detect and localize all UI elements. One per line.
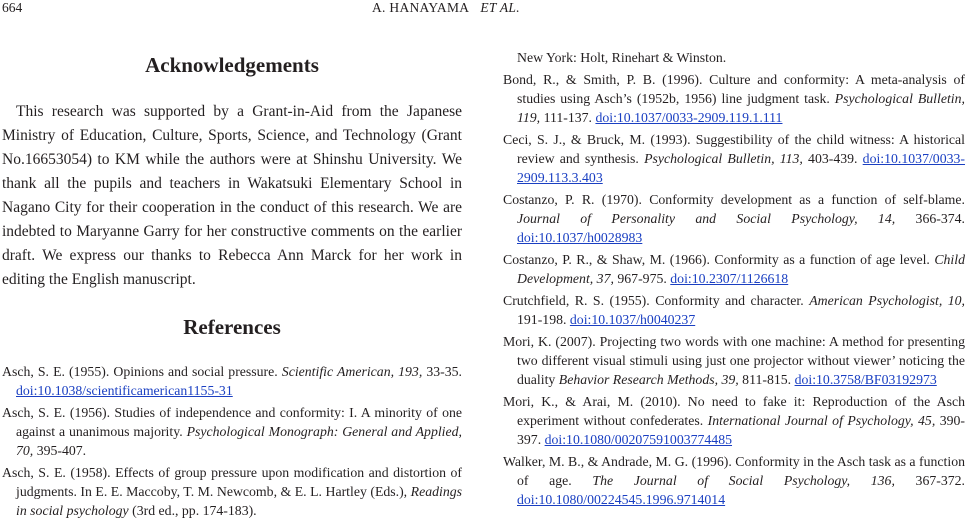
reference-entry [503, 392, 965, 449]
page-header [0, 0, 968, 18]
reference-pages: 967-975. [613, 271, 671, 286]
doi-link[interactable]: doi:10.1080/00224545.1996.9714014 [517, 492, 726, 507]
reference-entry [503, 70, 965, 127]
reference-entry [2, 403, 462, 460]
reference-pages: 395-407. [33, 443, 87, 458]
reference-source: Psychological Monograph: General and Applied, 70, [16, 424, 462, 458]
doi-link[interactable]: doi:10.1037/0033-2909.119.1.111 [595, 110, 783, 125]
reference-text: Mori, K. (2007). Projecting two words with one machine: A method for presenting two different visual stimuli using just one projector without viewer’ noticing the duality [503, 334, 965, 387]
reference-list-right [503, 70, 965, 509]
doi-link[interactable]: doi:10.1038/scientificamerican1155-31 [16, 383, 233, 398]
doi-link[interactable]: doi:10.1037/h0040237 [569, 312, 696, 327]
reference-entry [503, 190, 965, 247]
reference-text: Asch, S. E. (1958). Effects of group pressure upon modification and distortion of judgments. In E. E. Maccoby, T. M. Newcomb, & E. L. Hartley (Eds.), [2, 465, 462, 499]
reference-source: American Psychologist, 10, [809, 293, 965, 308]
reference-text: Ceci, S. J., & Bruck, M. (1993). Suggestibility of the child witness: A historical review and synthesis. [503, 132, 965, 166]
reference-pages: 403-439. [802, 151, 863, 166]
reference-source: Child Development, 37, [517, 252, 965, 286]
running-head-etal: ET AL. [480, 0, 520, 15]
reference-pages: 367-372. [894, 473, 965, 488]
doi-link[interactable]: doi:10.3758/BF03192973 [794, 372, 937, 387]
reference-entry [2, 362, 462, 400]
reference-pages: 811-815. [738, 372, 795, 387]
references-heading: References [183, 315, 281, 339]
reference-list-left [2, 362, 462, 523]
acknowledgements-body: This research was supported by a Grant-in-Aid from the Japanese Ministry of Education, Culture, Sports, Science, and Technology (Grant No.16653054) to KM while the authors were at Shinshu University. We thank all the pupils and teachers in Wakatsuki Elementary School in Nagano City for their cooperation in the conduct of this research. We are indebted to Maryanne Garry for her constructive comments on the earlier draft. We express our thanks to Rebecca Ann Marck for her work in editing the English manuscript. [2, 103, 462, 288]
reference-source: Journal of Personality and Social Psychology, 14, [517, 211, 896, 226]
running-head-authors: A. HANAYAMA [372, 0, 470, 15]
reference-pages: 390-397. [517, 413, 965, 447]
reference-text: Bond, R., & Smith, P. B. (1996). Culture and conformity: A meta-analysis of studies using Asch’s (1952b, 1956) line judgment task. [503, 72, 965, 106]
doi-link[interactable]: doi:10.1080/00207591003774485 [544, 432, 733, 447]
doi-link[interactable]: doi:10.2307/1126618 [670, 271, 789, 286]
reference-source: Psychological Bulletin, 119, [517, 91, 965, 125]
reference-text: Costanzo, P. R. (1970). Conformity development as a function of self-blame. [503, 192, 965, 207]
reference-source: Psychological Bulletin, 113, [644, 151, 803, 166]
reference-entry [2, 463, 462, 520]
reference-source: International Journal of Psychology, 45, [707, 413, 936, 428]
right-column [503, 48, 965, 512]
reference-text: Asch, S. E. (1955). Opinions and social pressure. [2, 364, 282, 379]
acknowledgements-heading: Acknowledgements [145, 53, 319, 77]
reference-continuation: New York: Holt, Rinehart & Winston. [517, 50, 727, 65]
reference-text: Costanzo, P. R., & Shaw, M. (1966). Conformity as a function of age level. [503, 252, 935, 267]
reference-text: Walker, M. B., & Andrade, M. G. (1996). Conformity in the Asch task as a function of age. [503, 454, 965, 488]
doi-link[interactable]: doi:10.1037/h0028983 [517, 230, 643, 245]
reference-pages: 33-35. [422, 364, 462, 379]
reference-entry [503, 130, 965, 187]
reference-pages: 111-137. [540, 110, 596, 125]
reference-source: The Journal of Social Psychology, 136, [592, 473, 895, 488]
reference-source: Scientific American, 193, [281, 364, 423, 379]
reference-entry [503, 291, 965, 329]
page-number: 664 [2, 0, 23, 15]
reference-entry [503, 452, 965, 509]
running-head [372, 0, 520, 16]
reference-source: Readings in social psychology [16, 484, 462, 518]
reference-pages: 191-198. [517, 312, 570, 327]
reference-text: Crutchfield, R. S. (1955). Conformity and character. [503, 293, 810, 308]
reference-pages: (3rd ed., pp. 174-183). [128, 503, 257, 518]
reference-source: Behavior Research Methods, 39, [558, 372, 739, 387]
reference-text: Asch, S. E. (1956). Studies of independence and conformity: I. A minority of one against a unanimous majority. [2, 405, 462, 439]
reference-entry [503, 250, 965, 288]
reference-entry [503, 332, 965, 389]
doi-link[interactable]: doi:10.1037/0033-2909.113.3.403 [517, 151, 965, 185]
reference-text: Mori, K., & Arai, M. (2010). No need to fake it: Reproduction of the Asch experiment without confederates. [503, 394, 965, 428]
reference-pages: 366-374. [895, 211, 965, 226]
